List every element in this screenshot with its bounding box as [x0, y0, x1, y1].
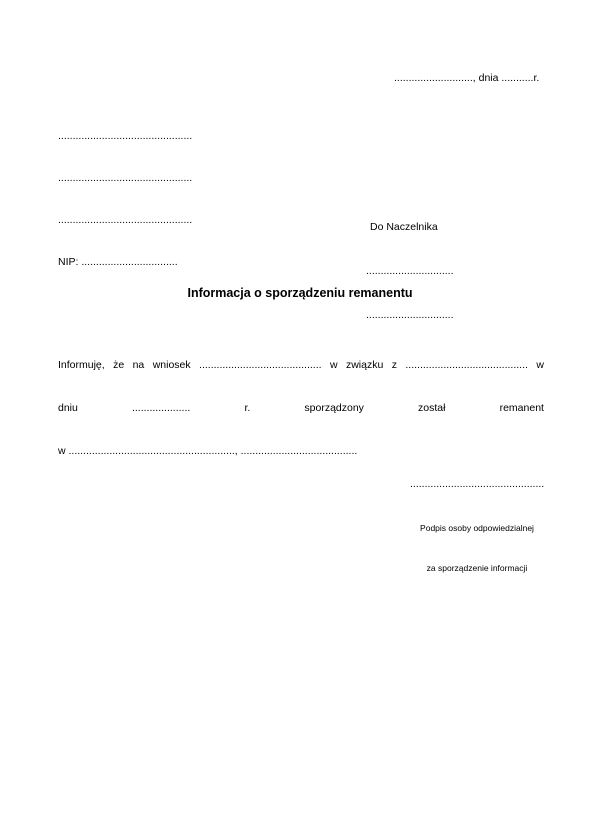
signature-caption-2: za sporządzenie informacji — [426, 563, 528, 573]
recipient-block — [366, 191, 454, 351]
body-word: sporządzony — [304, 402, 364, 414]
signature-line: .............................................. — [410, 478, 545, 490]
sender-nip: NIP: ................................. — [58, 256, 178, 268]
body-word: z — [391, 359, 397, 371]
sender-line-3: .............................................. — [58, 214, 193, 226]
body-word: .................... — [131, 402, 191, 414]
sender-line-1: .............................................. — [58, 130, 193, 142]
body-word: remanent — [499, 402, 544, 414]
body-word: w — [329, 359, 338, 371]
body-word: w — [536, 359, 544, 371]
body-word: został — [418, 402, 446, 414]
body-line-1 — [58, 358, 544, 373]
body-line-2 — [58, 401, 544, 416]
recipient-label: Do Naczelnika — [370, 221, 438, 233]
body-word: że — [113, 359, 125, 371]
body-word: .......................................... — [405, 359, 528, 371]
sender-block — [58, 101, 192, 297]
body-word: wniosek — [152, 359, 191, 371]
signature-block — [410, 450, 544, 602]
place-date-line: ..........................., dnia ...........r. — [394, 72, 540, 84]
document-title: Informacja o sporządzeniu remanentu — [187, 286, 413, 300]
recipient-line-1: .............................. — [366, 265, 454, 277]
signature-caption-1: Podpis osoby odpowiedzialnej — [420, 523, 534, 533]
body-word: dniu — [58, 402, 78, 414]
body-word: .......................................... — [199, 359, 322, 371]
body-line-3: w ........................................................., ........................................ — [58, 445, 358, 457]
body-word: związku — [345, 359, 384, 371]
body-word: na — [132, 359, 145, 371]
body-word: r. — [244, 402, 251, 414]
recipient-line-2: .............................. — [366, 309, 454, 321]
sender-line-2: .............................................. — [58, 172, 193, 184]
body-word: Informuję, — [58, 359, 105, 371]
